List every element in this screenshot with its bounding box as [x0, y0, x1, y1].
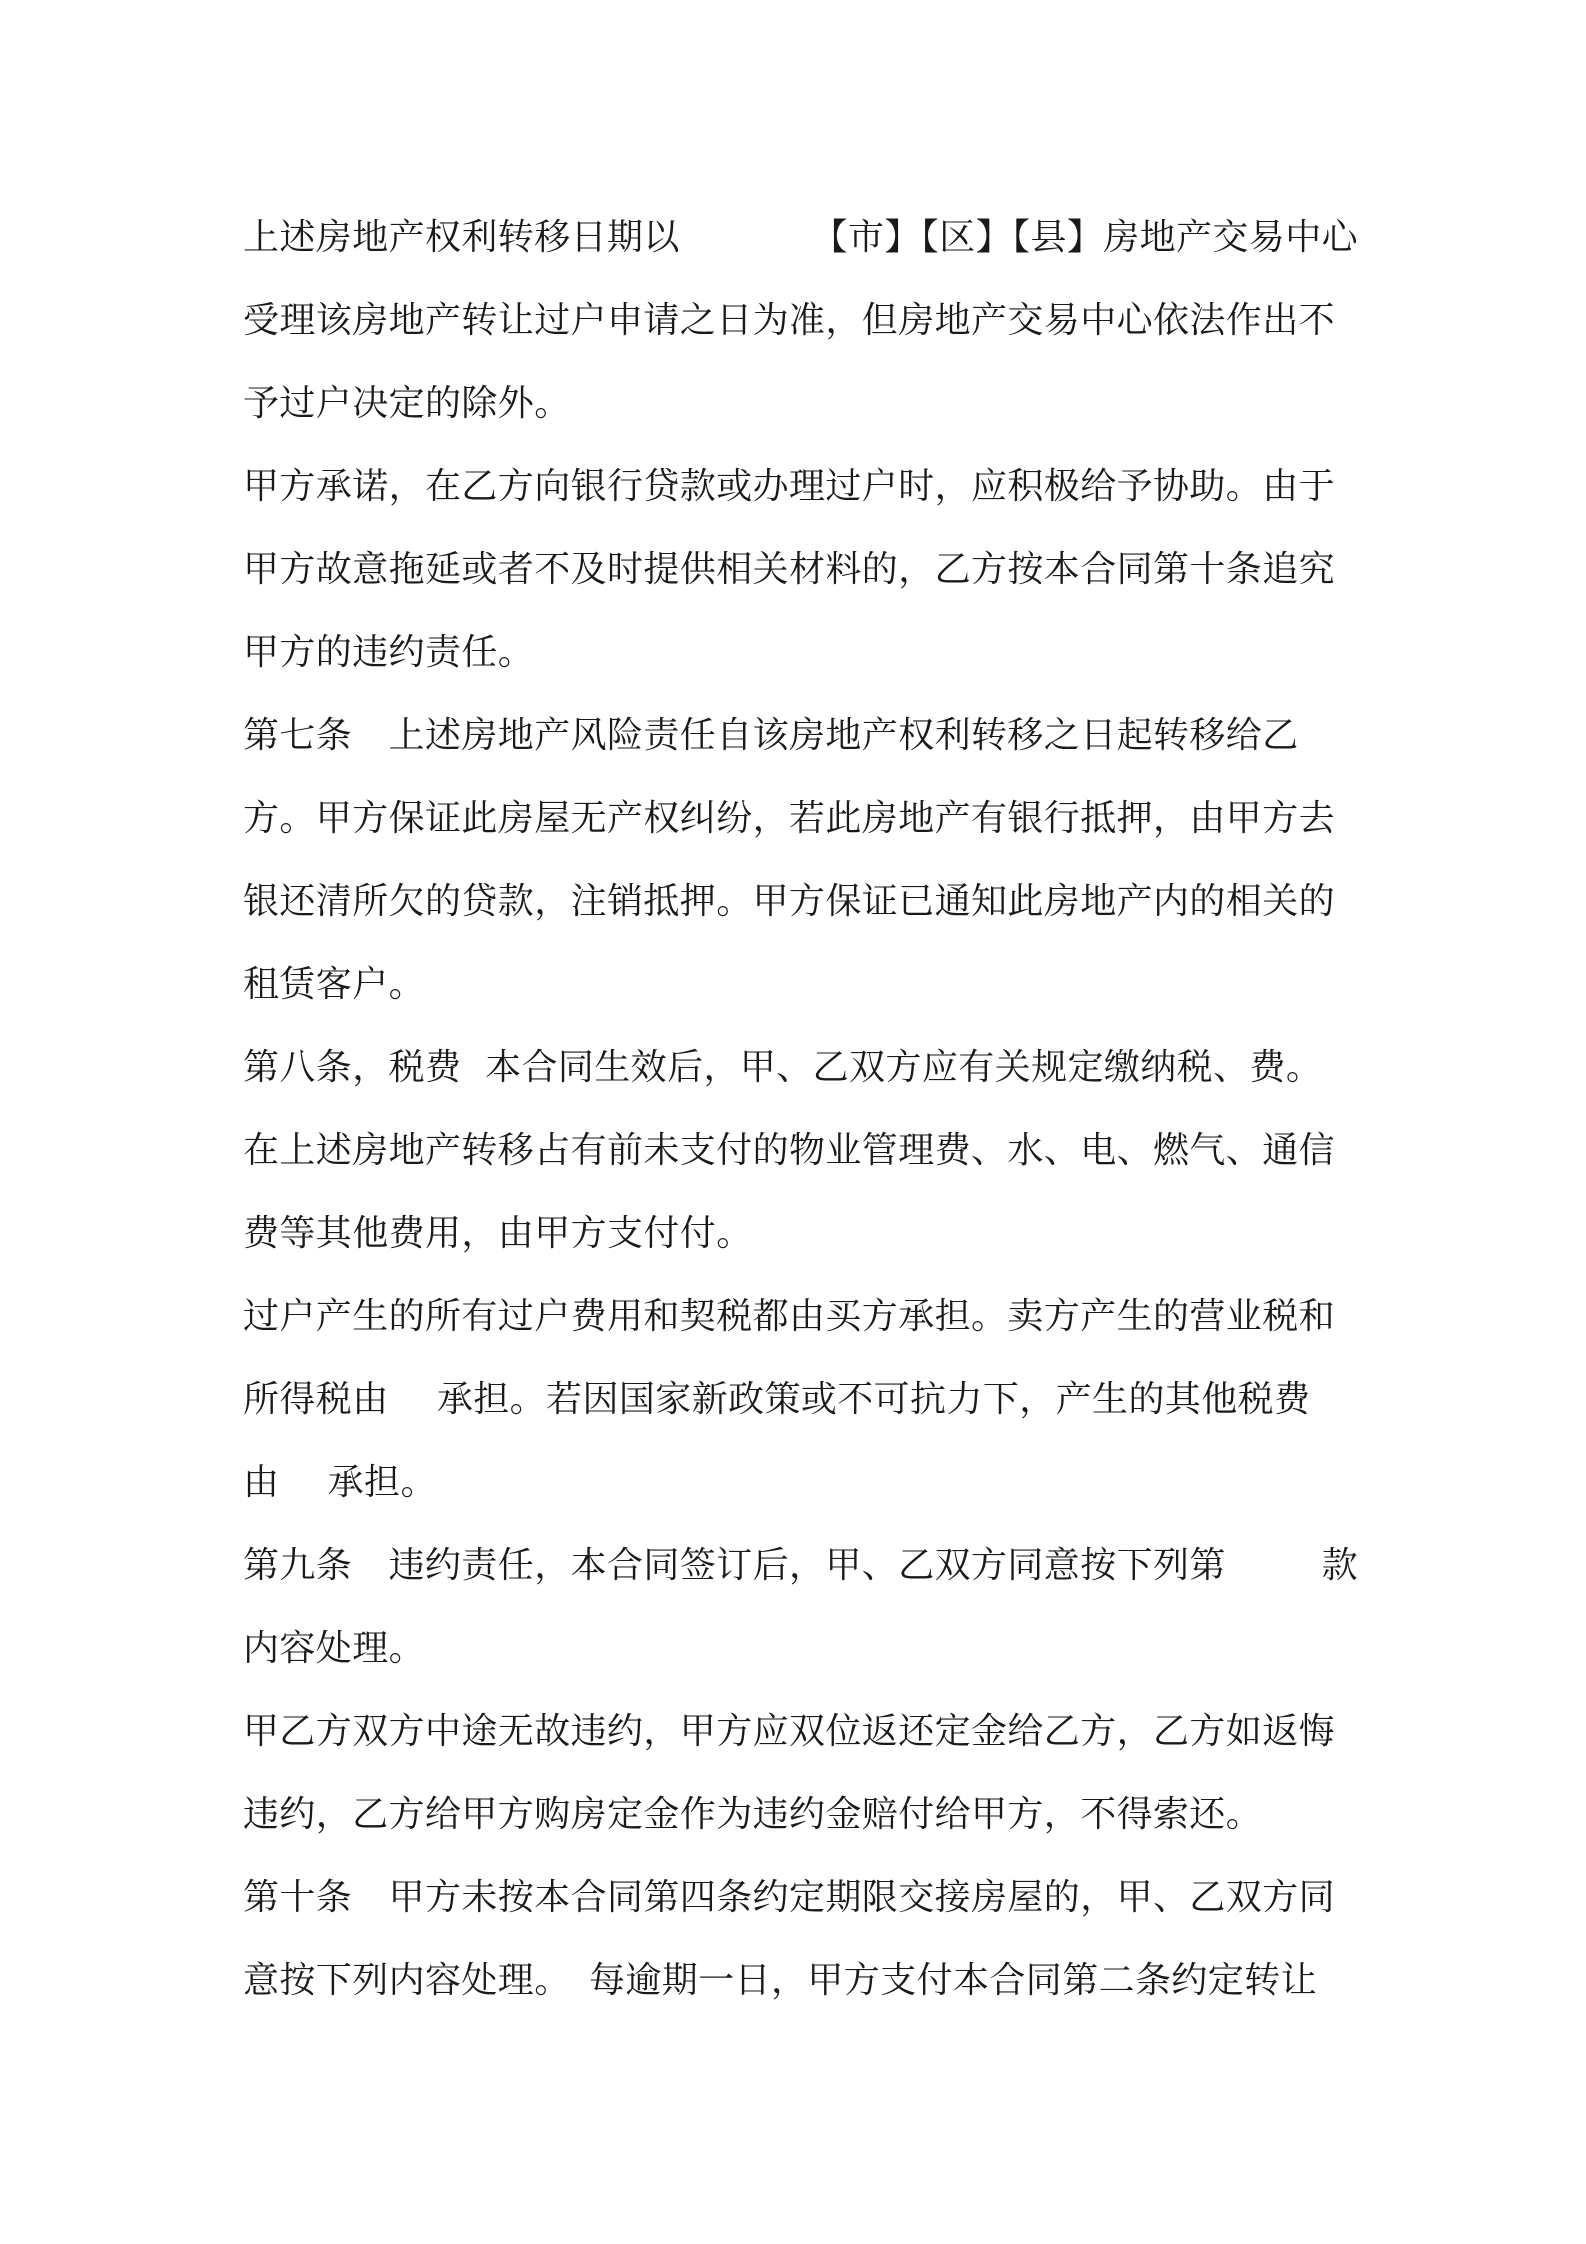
- text-segment: 由 承担。: [243, 1462, 437, 1503]
- text-line: [243, 1524, 1358, 1607]
- text-segment: 甲方故意拖延或者不及时提供相关材料的，乙方按本合同第十条追究: [243, 549, 1336, 590]
- text-line: [243, 1275, 1358, 1358]
- text-segment: 在上述房地产转移占有前未支付的物业管理费、水、电、燃气、通信: [243, 1130, 1336, 1171]
- text-line: [243, 1026, 1358, 1109]
- text-segment: 上述房地产权利转移日期以: [243, 217, 680, 258]
- text-line: [243, 1773, 1358, 1856]
- text-line: [243, 1441, 1358, 1524]
- text-segment: 甲乙方双方中途无故违约，甲方应双位返还定金给乙方，乙方如返悔: [243, 1711, 1336, 1752]
- text-segment: 费等其他费用，由甲方支付付。: [243, 1213, 753, 1254]
- text-segment: 予过户决定的除外。: [243, 383, 571, 424]
- text-segment: 甲方的违约责任。: [243, 632, 535, 673]
- text-line: [243, 611, 1358, 694]
- text-line: [243, 694, 1358, 777]
- text-line: [243, 1690, 1358, 1773]
- text-segment: 方。甲方保证此房屋无产权纠纷，若此房地产有银行抵押，由甲方去: [243, 798, 1336, 839]
- text-line: [243, 1109, 1358, 1192]
- text-line: [243, 1939, 1358, 2022]
- text-line: [243, 279, 1358, 362]
- text-segment: 意按下列内容处理。 每逾期一日，甲方支付本合同第二条约定转让: [243, 1960, 1318, 2001]
- text-line: [243, 1607, 1358, 1690]
- text-line: [243, 943, 1358, 1026]
- contract-text: [243, 196, 1358, 2022]
- text-line: [243, 1358, 1358, 1441]
- text-segment: 受理该房地产转让过户申请之日为准，但房地产交易中心依法作出不: [243, 300, 1336, 341]
- text-line: [243, 860, 1358, 943]
- text-segment: 过户产生的所有过户费用和契税都由买方承担。卖方产生的营业税和: [243, 1296, 1336, 1337]
- text-segment: 银还清所欠的贷款，注销抵押。甲方保证已通知此房地产内的相关的: [243, 881, 1336, 922]
- text-segment: 第八条，税费 本合同生效后，甲、乙双方应有关规定缴纳税、费。: [243, 1047, 1323, 1088]
- text-line: [243, 362, 1358, 445]
- text-line: [243, 528, 1358, 611]
- text-segment: 租赁客户。: [243, 964, 426, 1005]
- text-line: [243, 1192, 1358, 1275]
- text-line: [243, 1856, 1358, 1939]
- text-segment: 第十条 甲方未按本合同第四条约定期限交接房屋的，甲、乙双方同: [243, 1877, 1336, 1918]
- text-segment: 甲方承诺，在乙方向银行贷款或办理过户时，应积极给予协助。由于: [243, 466, 1336, 507]
- text-segment: 违约，乙方给甲方购房定金作为违约金赔付给甲方，不得索还。: [243, 1794, 1263, 1835]
- text-segment: 所得税由 承担。若因国家新政策或不可抗力下，产生的其他税费: [243, 1379, 1311, 1420]
- text-segment: 内容处理。: [243, 1628, 426, 1669]
- text-line: [243, 777, 1358, 860]
- text-segment: 【市】【区】【县】房地产交易中心: [811, 217, 1358, 258]
- text-line: [243, 196, 1358, 279]
- text-line: [243, 445, 1358, 528]
- text-segment: 第七条 上述房地产风险责任自该房地产权利转移之日起转移给乙: [243, 715, 1299, 756]
- text-segment: 款: [1321, 1545, 1358, 1586]
- text-segment: 第九条 违约责任，本合同签订后，甲、乙双方同意按下列第: [243, 1545, 1226, 1586]
